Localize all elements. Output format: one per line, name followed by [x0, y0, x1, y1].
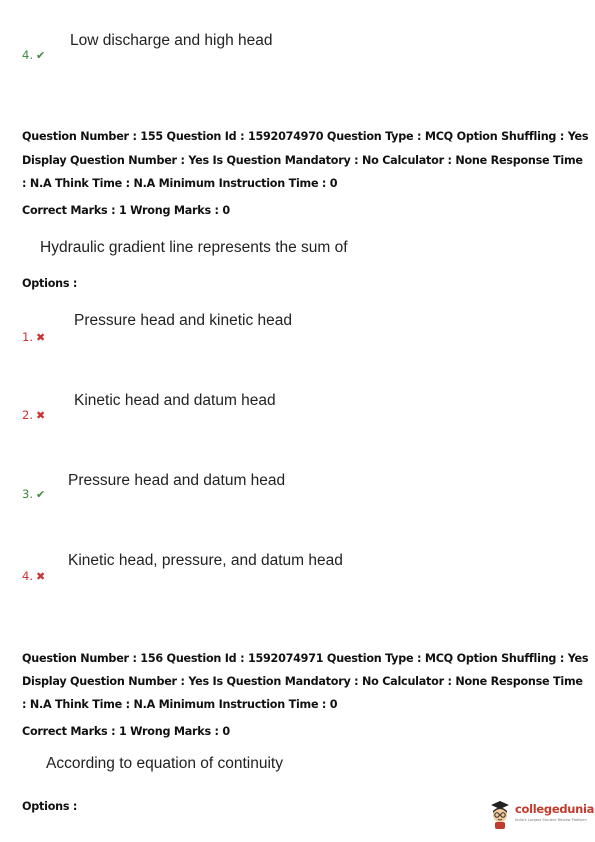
collegedunia-logo: [488, 798, 595, 832]
option-number-label: 4.: [22, 48, 33, 62]
options-label: Options :: [22, 277, 78, 290]
cross-icon: ✖: [35, 331, 46, 344]
option-text: Kinetic head, pressure, and datum head: [68, 552, 343, 569]
option-number-label: 3.: [22, 487, 33, 501]
option-number: [22, 569, 45, 583]
option-text: Kinetic head and datum head: [74, 392, 276, 409]
check-icon: ✔: [35, 49, 46, 62]
cross-icon: ✖: [35, 570, 46, 583]
option-number-label: 4.: [22, 569, 33, 583]
question-meta-line: Display Question Number : Yes Is Question Mandatory : No Calculator : None Response Time: [22, 675, 583, 688]
question-marks: Correct Marks : 1 Wrong Marks : 0: [22, 204, 230, 217]
question-meta-line: : N.A Think Time : N.A Minimum Instruction Time : 0: [22, 698, 338, 711]
logo-tagline: India's Largest Student Review Platform: [515, 818, 587, 822]
option-text: Pressure head and kinetic head: [74, 312, 293, 329]
option-number: [22, 487, 45, 501]
logo-wordmark: collegedunia: [515, 802, 595, 816]
check-icon: ✔: [35, 488, 46, 501]
question-meta-line: : N.A Think Time : N.A Minimum Instruction Time : 0: [22, 177, 338, 190]
option-number: [22, 330, 45, 344]
option-number-label: 2.: [22, 408, 33, 422]
question-meta-line: Display Question Number : Yes Is Question Mandatory : No Calculator : None Response Time: [22, 154, 583, 167]
option-number: [22, 408, 45, 422]
cross-icon: ✖: [35, 409, 46, 422]
option-text: Low discharge and high head: [70, 32, 273, 49]
question-marks: Correct Marks : 1 Wrong Marks : 0: [22, 725, 230, 738]
options-label: Options :: [22, 800, 78, 813]
question-text: Hydraulic gradient line represents the sum of: [40, 239, 348, 256]
option-number-label: 1.: [22, 330, 33, 344]
question-meta-line: Question Number : 155 Question Id : 1592074970 Question Type : MCQ Option Shuffling : Yes: [22, 130, 589, 143]
option-text: Pressure head and datum head: [68, 472, 286, 489]
mascot-icon: [488, 798, 512, 830]
question-meta-line: Question Number : 156 Question Id : 1592074971 Question Type : MCQ Option Shuffling : Yes: [22, 652, 589, 665]
question-text: According to equation of continuity: [46, 755, 283, 772]
option-number: [22, 48, 45, 62]
